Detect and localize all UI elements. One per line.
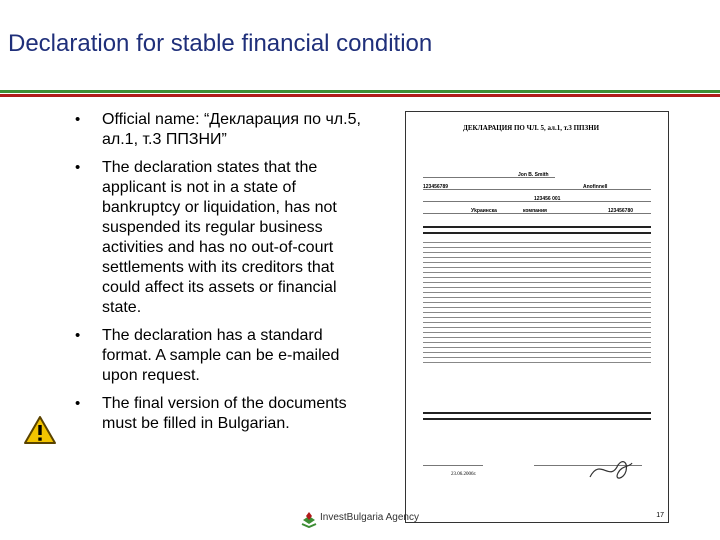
document-fill-city: Anofinnell [583,184,608,190]
document-fill-number: 123456 001 [534,196,561,202]
underline-red [0,94,720,97]
document-bold-paragraph [423,226,651,238]
footer-agency-name: InvestBulgaria Agency [320,512,419,523]
bullet-item: • The final version of the documents must be filled in Bulgarian. [75,394,375,434]
bullet-item: • The declaration states that the applicant is not in a state of bankruptcy or liquidation, has not suspended its regular business activities and has no out-of-court settlements with its creditors that could affect its assets or financial state. [75,158,375,318]
document-title: ДЕКЛАРАЦИЯ ПО ЧЛ. 5, ал.1, т.3 ППЗНИ [463,124,600,132]
bullet-list [75,110,375,434]
signature [588,455,634,485]
document-sample [405,111,669,523]
document-fill-id: 123456789 [423,184,449,190]
document-bold-paragraph [423,412,651,424]
bullet-item: • The declaration has a standard format. A sample can be e-mailed upon request. [75,326,375,386]
page-number: 17 [656,512,664,519]
document-fill-type: компания [523,208,547,214]
document-fill-eik: 123456780 [608,208,634,214]
document-line [423,465,483,466]
document-date: 23.06.2006г. [451,472,477,477]
document-fill-name: Jon B. Smith [518,172,549,178]
slide-title: Declaration for stable financial condition [8,30,433,57]
document-fill-company: Уkраинcкa [471,208,497,214]
warning-triangle-icon [23,415,57,445]
document-paragraph [423,242,651,367]
title-underline [0,90,720,98]
bullet-item: • Official name: “Декларация по чл.5, ал.1, т.3 ППЗНИ” [75,110,375,150]
agency-logo-icon [300,510,318,528]
document-line [423,189,651,190]
